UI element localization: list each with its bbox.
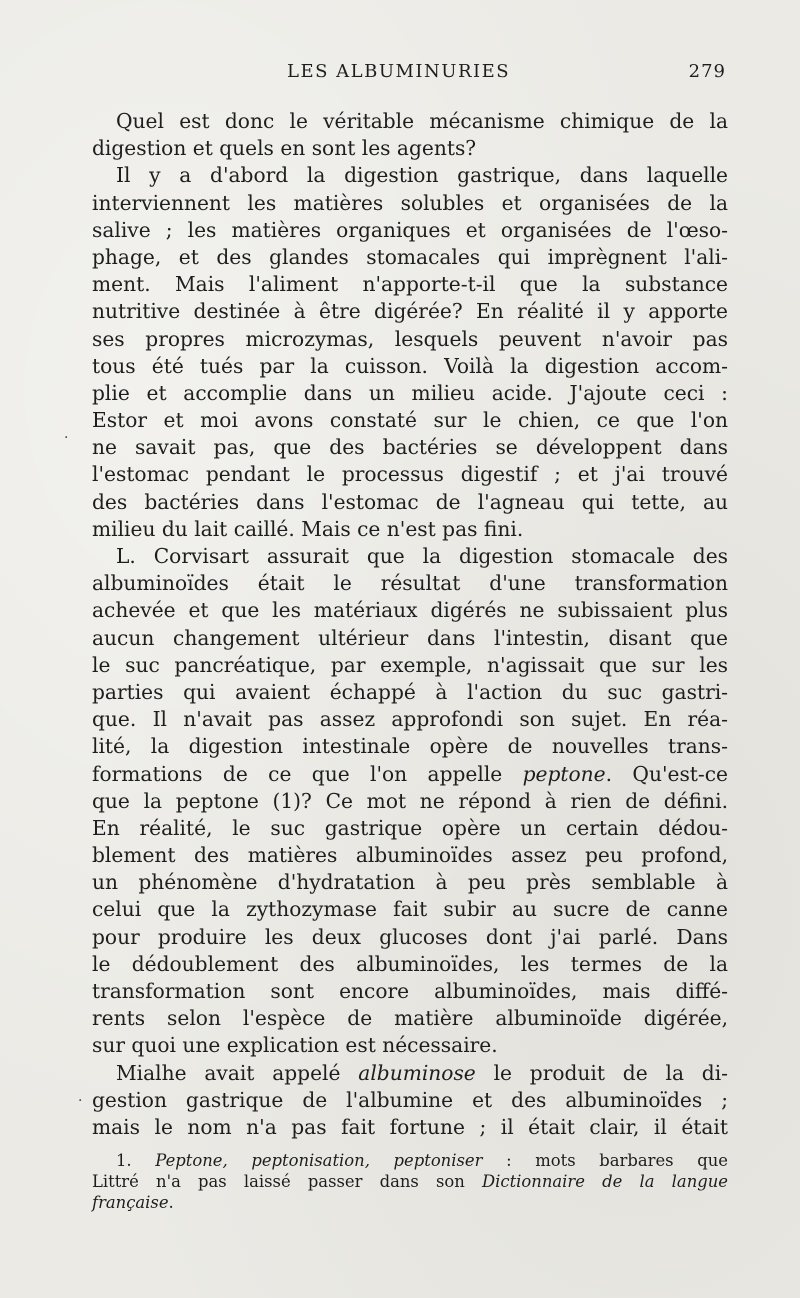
footnote-line bbox=[92, 1192, 728, 1213]
text-line: blement des matières albuminoïdes assez peu profond, bbox=[92, 843, 728, 868]
text-line bbox=[92, 761, 728, 788]
text-line: digestion et quels en sont les agents? bbox=[92, 136, 477, 161]
running-head bbox=[92, 61, 728, 85]
text-line: sur quoi une explication est nécessaire. bbox=[92, 1033, 498, 1058]
footnote bbox=[92, 1150, 728, 1213]
text-line bbox=[92, 1060, 728, 1087]
text-line: rents selon l'espèce de matière albuminoïde digérée, bbox=[92, 1006, 728, 1031]
paper-speck: · bbox=[64, 430, 69, 446]
text-line: un phénomène d'hydratation à peu près semblable à bbox=[92, 870, 728, 895]
text-line: des bactéries dans l'estomac de l'agneau qui tette, au bbox=[92, 489, 728, 514]
running-title: LES ALBUMINURIES bbox=[287, 61, 511, 82]
text-line: gestion gastrique de l'albumine et des albuminoïdes ; bbox=[92, 1087, 728, 1112]
footnote-italic-title: française bbox=[92, 1193, 169, 1212]
text-line: albuminoïdes était le résultat d'une transformation bbox=[92, 571, 728, 596]
text-line: L. Corvisart assurait que la digestion stomacale des bbox=[116, 544, 728, 568]
text-line: le dédoublement des albuminoïdes, les termes de la bbox=[92, 951, 728, 976]
text-line: pour produire les deux glucoses dont j'ai parlé. Dans bbox=[92, 924, 728, 949]
text-segment: le produit de la di- bbox=[475, 1060, 728, 1085]
text-line: Quel est donc le véritable mécanisme chimique de la bbox=[116, 109, 728, 133]
text-line: aucun changement ultérieur dans l'intestin, disant que bbox=[92, 625, 728, 650]
text-line: ses propres microzymas, lesquels peuvent n'avoir pas bbox=[92, 326, 728, 351]
text-line: Il y a d'abord la digestion gastrique, dans laquelle bbox=[116, 163, 728, 188]
text-line: En réalité, le suc gastrique opère un certain dédou- bbox=[92, 815, 728, 840]
text-line: celui que la zythozymase fait subir au sucre de canne bbox=[92, 897, 728, 922]
text-line: le suc pancréatique, par exemple, n'agissait que sur les bbox=[92, 652, 728, 677]
text-line: tous été tués par la cuisson. Voilà la digestion accom- bbox=[92, 353, 728, 378]
text-line: interviennent les matières solubles et organisées de la bbox=[92, 190, 728, 215]
footnote-text: Littré n'a pas laissé passer dans son bbox=[92, 1172, 483, 1191]
body-text bbox=[92, 108, 728, 1141]
text-line: l'estomac pendant le processus digestif ; et j'ai trouvé bbox=[92, 462, 728, 487]
footnote-line bbox=[92, 1150, 728, 1171]
text-line: achevée et que les matériaux digérés ne subissaient plus bbox=[92, 598, 728, 623]
footnote-marker: 1. bbox=[116, 1151, 132, 1170]
text-line: nutritive destinée à être digérée? En réalité il y apporte bbox=[92, 299, 728, 324]
page-number: 279 bbox=[688, 61, 726, 82]
text-line: milieu du lait caillé. Mais ce n'est pas fini. bbox=[92, 516, 524, 541]
text-segment: Mialhe avait appelé bbox=[116, 1060, 359, 1085]
text-line: salive ; les matières organiques et organisées de l'œso- bbox=[92, 217, 728, 242]
footnote-text: : mots barbares que bbox=[482, 1151, 728, 1170]
text-line: Estor et moi avons constaté sur le chien, ce que l'on bbox=[92, 408, 728, 433]
footnote-italic-title: Dictionnaire de la langue bbox=[482, 1172, 728, 1191]
text-line: lité, la digestion intestinale opère de nouvelles trans- bbox=[92, 734, 728, 759]
text-line: que la peptone (1)? Ce mot ne répond à rien de défini. bbox=[92, 788, 728, 813]
italic-term: albuminose bbox=[358, 1060, 476, 1085]
footnote-text: . bbox=[168, 1193, 174, 1212]
text-line: mais le nom n'a pas fait fortune ; il était clair, il était bbox=[92, 1114, 728, 1139]
italic-term: peptone bbox=[522, 761, 606, 786]
text-line: plie et accomplie dans un milieu acide. J'ajoute ceci : bbox=[92, 380, 728, 405]
text-line: parties qui avaient échappé à l'action du suc gastri- bbox=[92, 679, 728, 704]
text-line: transformation sont encore albuminoïdes, mais diffé- bbox=[92, 979, 728, 1003]
text-line: ne savait pas, que des bactéries se développent dans bbox=[92, 435, 728, 460]
footnote-line bbox=[92, 1171, 728, 1192]
text-line: ment. Mais l'aliment n'apporte-t-il que la substance bbox=[92, 272, 728, 297]
paper-speck: · bbox=[78, 1093, 83, 1109]
text-line: que. Il n'avait pas assez approfondi son sujet. En réa- bbox=[92, 707, 728, 732]
text-segment: formations de ce que l'on appelle bbox=[92, 761, 523, 786]
footnote-italic-terms: Peptone, peptonisation, peptoniser bbox=[155, 1151, 483, 1170]
text-line: phage, et des glandes stomacales qui imprègnent l'ali- bbox=[92, 244, 728, 269]
text-segment: . Qu'est-ce bbox=[605, 761, 728, 786]
